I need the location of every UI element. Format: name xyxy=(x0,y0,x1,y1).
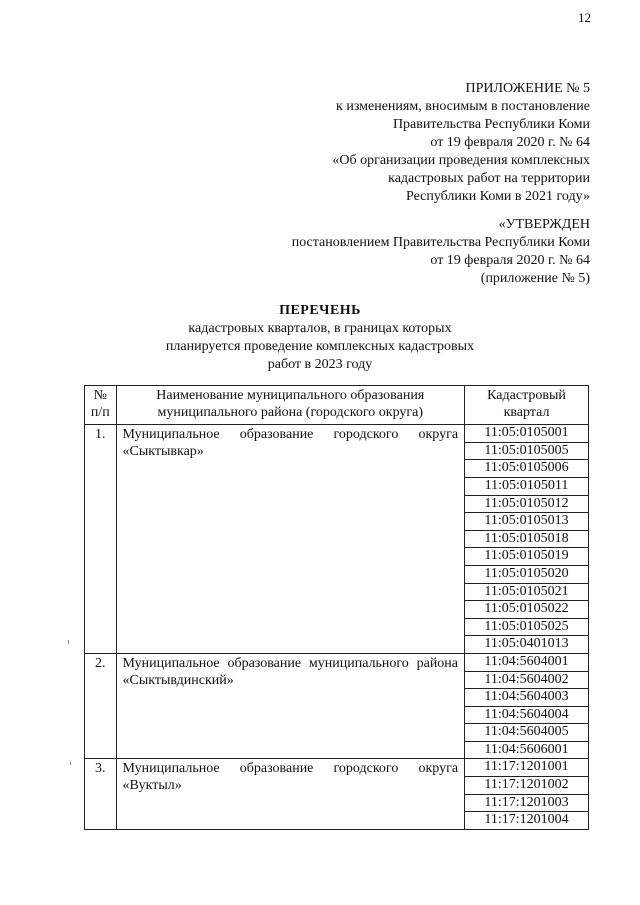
document-heading xyxy=(0,302,640,374)
municipality-cell xyxy=(116,759,465,829)
table-row xyxy=(85,653,589,759)
approved-block xyxy=(190,216,590,288)
approved-line: от 19 февраля 2020 г. № 64 xyxy=(430,253,590,268)
cadastral-code: 11:04:5604003 xyxy=(465,689,588,707)
cadastral-code: 11:17:1201003 xyxy=(465,795,588,813)
cadastral-code: 11:04:5604001 xyxy=(465,654,588,672)
approved-line: постановлением Правительства Республики Коми xyxy=(291,235,590,250)
heading-line: кадастровых кварталов, в границах которых xyxy=(188,321,452,336)
cadastral-code: 11:05:0105020 xyxy=(465,566,588,584)
cadastral-code: 11:05:0105018 xyxy=(465,531,588,549)
table-row xyxy=(85,759,589,829)
cadastral-code: 11:05:0105021 xyxy=(465,584,588,602)
municipality-name: Муниципальное образование городского округа «Вуктыл» xyxy=(122,761,459,794)
appendix-line: «Об организации проведения комплексных xyxy=(332,153,590,168)
cadastral-code: 11:05:0105022 xyxy=(465,601,588,619)
cadastral-codes-cell xyxy=(465,759,589,829)
cadastral-code: 11:05:0105005 xyxy=(465,443,588,461)
cadastral-code: 11:17:1201002 xyxy=(465,777,588,795)
document-title: ПЕРЕЧЕНЬ xyxy=(279,303,361,318)
cadastral-code: 11:05:0105013 xyxy=(465,513,588,531)
approved-line: (приложение № 5) xyxy=(480,271,590,286)
cadastral-code: 11:05:0105006 xyxy=(465,460,588,478)
appendix-line: ПРИЛОЖЕНИЕ № 5 xyxy=(465,81,590,96)
row-number: 3. xyxy=(85,759,117,829)
cadastral-code: 11:05:0105001 xyxy=(465,425,588,443)
municipality-cell xyxy=(116,425,465,654)
cadastral-table xyxy=(84,385,589,830)
row-number: 2. xyxy=(85,653,117,759)
scan-mark xyxy=(70,762,71,765)
table-header-row xyxy=(85,386,589,425)
cadastral-code: 11:17:1201001 xyxy=(465,759,588,777)
page-number: 12 xyxy=(578,10,591,25)
cadastral-code: 11:17:1201004 xyxy=(484,812,569,828)
header-num: № п/п xyxy=(85,386,117,425)
appendix-line: от 19 февраля 2020 г. № 64 xyxy=(430,135,590,150)
header-name: Наименование муниципального образования муниципального района (городского округа) xyxy=(116,386,465,425)
cadastral-code: 11:04:5606001 xyxy=(484,741,569,757)
table-row xyxy=(85,425,589,654)
header-code: Кадастровый квартал xyxy=(465,386,589,425)
cadastral-code: 11:04:5604004 xyxy=(465,707,588,725)
municipality-name: Муниципальное образование городского округа «Сыктывкар» xyxy=(122,427,459,459)
appendix-line: кадастровых работ на территории xyxy=(388,171,590,186)
cadastral-codes-cell xyxy=(465,425,589,654)
heading-line: работ в 2023 году xyxy=(267,357,373,372)
appendix-line: Республики Коми в 2021 году» xyxy=(405,189,590,204)
appendix-line: к изменениям, вносимым в постановление xyxy=(336,99,590,114)
heading-line: планируется проведение комплексных кадастровых xyxy=(165,339,475,354)
cadastral-code: 11:04:5604002 xyxy=(465,672,588,690)
scan-mark xyxy=(68,640,69,644)
municipality-name: Муниципальное образование муниципального района «Сыктывдинский» xyxy=(122,655,459,688)
cadastral-codes-cell xyxy=(465,653,589,759)
cadastral-code: 11:04:5604005 xyxy=(465,724,588,742)
row-number: 1. xyxy=(85,425,117,654)
municipality-cell xyxy=(116,653,465,759)
cadastral-code: 11:05:0401013 xyxy=(484,636,569,652)
approved-line: «УТВЕРЖДЕН xyxy=(498,217,590,232)
appendix-block xyxy=(190,80,590,206)
cadastral-code: 11:05:0105011 xyxy=(465,478,588,496)
cadastral-code: 11:05:0105025 xyxy=(465,619,588,637)
cadastral-code: 11:05:0105012 xyxy=(465,496,588,514)
appendix-line: Правительства Республики Коми xyxy=(392,117,590,132)
cadastral-code: 11:05:0105019 xyxy=(465,548,588,566)
